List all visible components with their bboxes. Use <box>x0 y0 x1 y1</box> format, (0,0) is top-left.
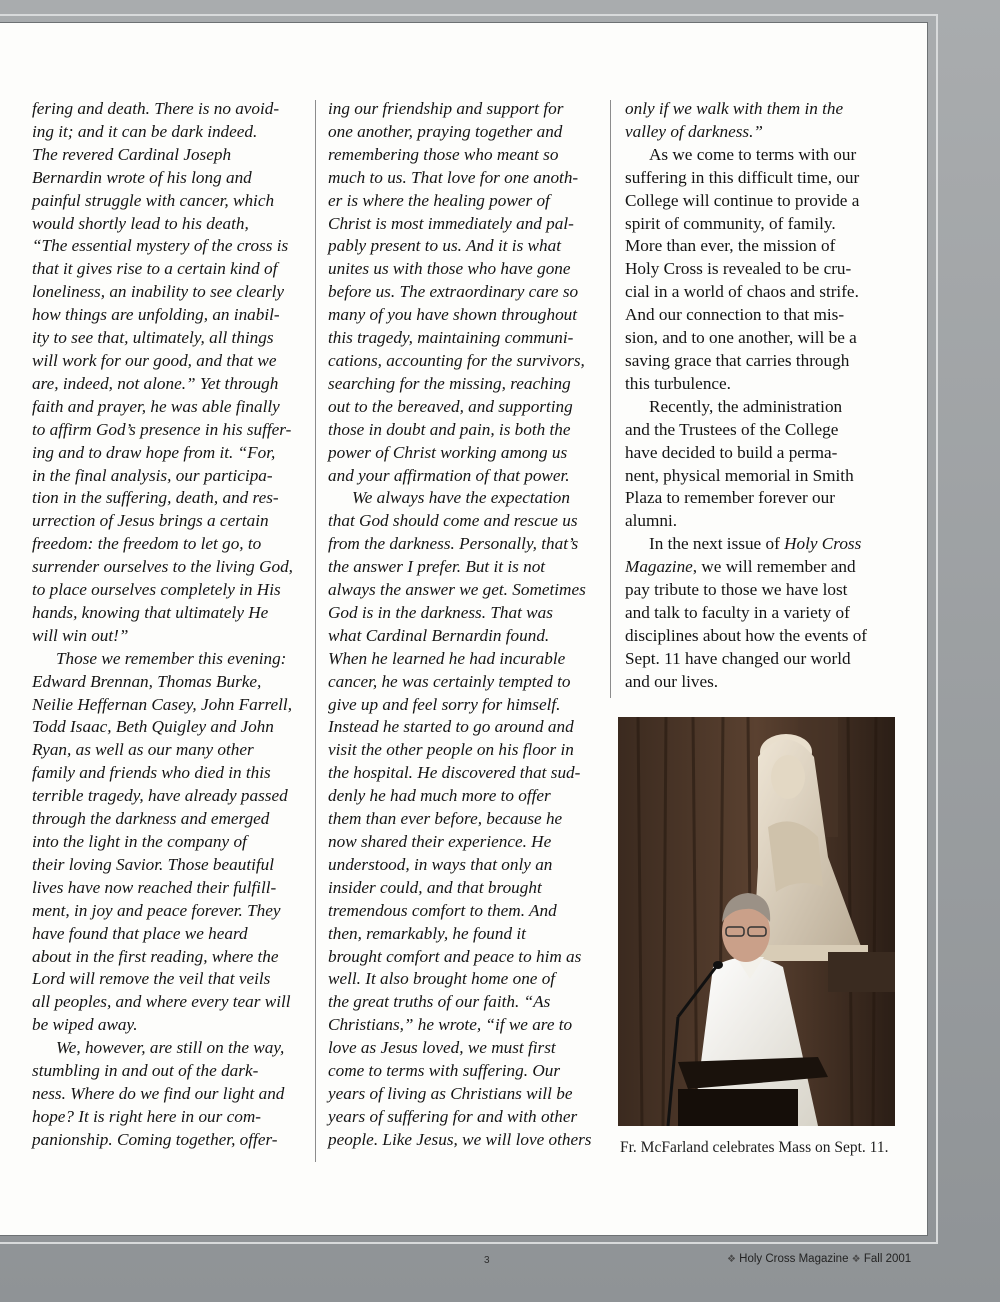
col1-line: all peoples, and where every tear will <box>32 992 291 1012</box>
article-column-3 <box>625 98 895 694</box>
col2-line: come to terms with suffering. Our <box>328 1061 561 1081</box>
col1-line: Edward Brennan, Thomas Burke, <box>32 671 262 691</box>
col2-line: the answer I prefer. But it is not <box>328 557 546 577</box>
col3-text: In the next issue of <box>649 534 785 554</box>
col3-line: Holy Cross is revealed to be cru- <box>625 259 852 279</box>
col2-line: Christians,” he wrote, “if we are to <box>328 1015 573 1035</box>
column-rule-1 <box>315 100 316 1162</box>
col2-line: many of you have shown throughout <box>328 305 578 325</box>
page-number: 3 <box>484 1255 490 1266</box>
col3-line: spirit of community, of family. <box>625 213 836 233</box>
col2-line: out to the bereaved, and supporting <box>328 396 573 416</box>
ornament-icon: ❖ <box>851 1254 861 1265</box>
running-footer <box>727 1253 911 1265</box>
col2-line: the hospital. He discovered that sud- <box>328 763 581 783</box>
col2-line: understood, in ways that only an <box>328 854 553 874</box>
col1-line: into the light in the company of <box>32 832 247 851</box>
magazine-title-part: Magazine <box>625 557 693 577</box>
col1-line: The revered Cardinal Joseph <box>32 144 232 164</box>
col1-line: family and friends who died in this <box>32 763 271 783</box>
col1-line: ness. Where do we find our light and <box>32 1083 285 1103</box>
col1-line: ing and to draw hope from it. “For, <box>32 442 276 462</box>
col2-line: those in doubt and pain, is both the <box>328 419 571 439</box>
col2-line: give up and feel sorry for himself. <box>328 694 561 714</box>
pew <box>828 952 895 992</box>
col2-line: from the darkness. Personally, that’s <box>328 534 579 554</box>
col1-line: be wiped away. <box>32 1015 138 1035</box>
col1-line: that it gives rise to a certain kind of <box>32 259 278 279</box>
col3-line: disciplines about how the events of <box>625 625 868 645</box>
col2-line: years of suffering for and with other <box>328 1106 578 1126</box>
col1-line: hope? It is right here in our com- <box>32 1106 261 1126</box>
col3-line: have decided to build a perma- <box>625 442 838 462</box>
article-column-1 <box>32 98 300 1152</box>
col2-line: tremendous comfort to them. And <box>328 900 557 920</box>
column-rule-2 <box>610 100 611 698</box>
col1-line: will win out!” <box>32 625 129 645</box>
col1-line: ity to see that, ultimately, all things <box>32 328 274 348</box>
col1-line: surrender ourselves to the living God, <box>32 557 293 577</box>
col2-line: now shared their experience. He <box>328 832 552 851</box>
col3-line: and talk to faculty in a variety of <box>625 602 850 622</box>
col1-line: how things are unfolding, an inabil- <box>32 305 280 325</box>
col2-line: Christ is most immediately and pal- <box>328 213 574 233</box>
photo-caption: Fr. McFarland celebrates Mass on Sept. 11. <box>620 1139 889 1156</box>
col2-line: visit the other people on his floor in <box>328 740 574 760</box>
col2-line: God is in the darkness. That was <box>328 602 553 622</box>
col2-line: ing our friendship and support for <box>328 99 564 118</box>
col1-line: Bernardin wrote of his long and <box>32 167 252 187</box>
col2-line: one another, praying together and <box>328 121 563 141</box>
col3-line: Plaza to remember forever our <box>625 488 835 508</box>
col3-line: College will continue to provide a <box>625 190 860 210</box>
col2-line: brought comfort and peace to him as <box>328 946 582 966</box>
col1-line: ment, in joy and peace forever. They <box>32 900 281 920</box>
col3-line: alumni. <box>625 511 678 531</box>
col3-line: Recently, the administration <box>649 396 843 416</box>
col1-line: will work for our good, and that we <box>32 350 277 370</box>
col2-line: cations, accounting for the survivors, <box>328 350 585 370</box>
col1-line: terrible tragedy, have already passed <box>32 786 288 806</box>
col2-line: cancer, he was certainly tempted to <box>328 671 571 691</box>
magazine-title-part: Holy Cross <box>784 534 862 554</box>
col1-line: painful struggle with cancer, which <box>32 190 275 210</box>
col1-line: would shortly lead to his death, <box>32 213 249 233</box>
col3-line: nent, physical memorial in Smith <box>625 465 854 485</box>
col1-line: faith and prayer, he was able finally <box>32 396 280 416</box>
col2-line: We always have the expectation <box>352 488 570 508</box>
col1-line: Todd Isaac, Beth Quigley and John <box>32 717 274 737</box>
col2-line: pably present to us. And it is what <box>328 236 561 256</box>
col1-line: Neilie Heffernan Casey, John Farrell, <box>32 694 292 714</box>
col2-line: people. Like Jesus, we will love others <box>328 1129 592 1149</box>
col3-line: As we come to terms with our <box>649 144 857 164</box>
col3-line: Sept. 11 have changed our world <box>625 648 851 668</box>
col2-line: searching for the missing, reaching <box>328 373 571 393</box>
col1-line: fering and death. There is no avoid- <box>32 99 280 118</box>
col2-line: power of Christ working among us <box>328 442 568 462</box>
article-column-2 <box>328 98 598 1152</box>
col3-line: and our lives. <box>625 671 719 691</box>
issue-label: Fall 2001 <box>863 1253 912 1265</box>
col3-line: pay tribute to those we have lost <box>625 580 848 600</box>
col1-line: stumbling in and out of the dark- <box>32 1061 259 1081</box>
col2-line: and your affirmation of that power. <box>328 465 570 485</box>
col2-line: remembering those who meant so <box>328 144 559 164</box>
col3-line: cial in a world of chaos and strife. <box>625 282 859 302</box>
col1-line: We, however, are still on the way, <box>56 1038 285 1058</box>
col2-line: denly he had much more to offer <box>328 786 551 806</box>
col2-line: always the answer we get. Sometimes <box>328 580 586 600</box>
col2-line: unites us with those who have gone <box>328 259 571 279</box>
col1-line: in the final analysis, our participa- <box>32 465 273 485</box>
col2-line: the great truths of our faith. “As <box>328 992 551 1012</box>
col1-line: freedom: the freedom to let go, to <box>32 534 262 554</box>
col2-line: love as Jesus loved, we must first <box>328 1038 556 1058</box>
col2-line: much to us. That love for one anoth- <box>328 167 579 187</box>
col2-line: well. It also brought home one of <box>328 969 556 989</box>
lectern-base <box>678 1089 798 1126</box>
col2-line: Instead he started to go around and <box>328 717 574 737</box>
col3-line: only if we walk with them in the <box>625 99 844 118</box>
col3-line <box>625 533 895 556</box>
col2-line: what Cardinal Bernardin found. <box>328 625 550 645</box>
col2-line: then, remarkably, he found it <box>328 923 526 943</box>
col1-line: “The essential mystery of the cross is <box>32 236 289 256</box>
col2-line: this tragedy, maintaining communi- <box>328 328 574 348</box>
col1-line: about in the first reading, where the <box>32 946 279 966</box>
col3-line: suffering in this difficult time, our <box>625 167 860 187</box>
col3-line: And our connection to that mis- <box>625 305 845 325</box>
col3-line: and the Trustees of the College <box>625 419 839 439</box>
col2-line: that God should come and rescue us <box>328 511 578 531</box>
col2-line: When he learned he had incurable <box>328 648 566 668</box>
col1-line: ing it; and it can be dark indeed. <box>32 121 258 141</box>
col3-line: More than ever, the mission of <box>625 236 836 256</box>
col2-line: er is where the healing power of <box>328 190 550 210</box>
col1-line: through the darkness and emerged <box>32 809 270 829</box>
col2-line: before us. The extraordinary care so <box>328 282 579 302</box>
col1-line: to place ourselves completely in His <box>32 580 281 600</box>
col3-line: saving grace that carries through <box>625 350 850 370</box>
col1-line: Those we remember this evening: <box>56 648 287 668</box>
col1-line: are, indeed, not alone.” Yet through <box>32 373 279 393</box>
col1-line: loneliness, an inability to see clearly <box>32 282 285 302</box>
col1-line: hands, knowing that ultimately He <box>32 602 269 622</box>
col3-line: this turbulence. <box>625 373 731 393</box>
col2-line: years of living as Christians will be <box>328 1083 573 1103</box>
mass-photo <box>618 717 895 1126</box>
col1-line: have found that place we heard <box>32 923 248 943</box>
col1-line: tion in the suffering, death, and res- <box>32 488 279 508</box>
col1-line: their loving Savior. Those beautiful <box>32 854 275 874</box>
ornament-icon: ❖ <box>727 1254 736 1265</box>
col3-text: , we will remember and <box>692 557 856 577</box>
col3-line <box>625 556 895 579</box>
col1-line: panionship. Coming together, offer- <box>32 1129 278 1149</box>
col1-line: Lord will remove the veil that veils <box>32 969 271 989</box>
col1-line: lives have now reached their fulfill- <box>32 877 277 897</box>
col2-line: insider could, and that brought <box>328 877 542 897</box>
col3-line: valley of darkness.” <box>625 121 763 141</box>
col1-line: urrection of Jesus brings a certain <box>32 511 269 531</box>
col1-line: Ryan, as well as our many other <box>32 740 254 760</box>
col1-line: to affirm God’s presence in his suffer- <box>32 419 292 439</box>
publication-name: Holy Cross Magazine <box>739 1253 849 1265</box>
col2-line: them than ever before, because he <box>328 809 563 829</box>
photo-illustration <box>618 717 895 1126</box>
col3-line: sion, and to one another, will be a <box>625 328 857 348</box>
